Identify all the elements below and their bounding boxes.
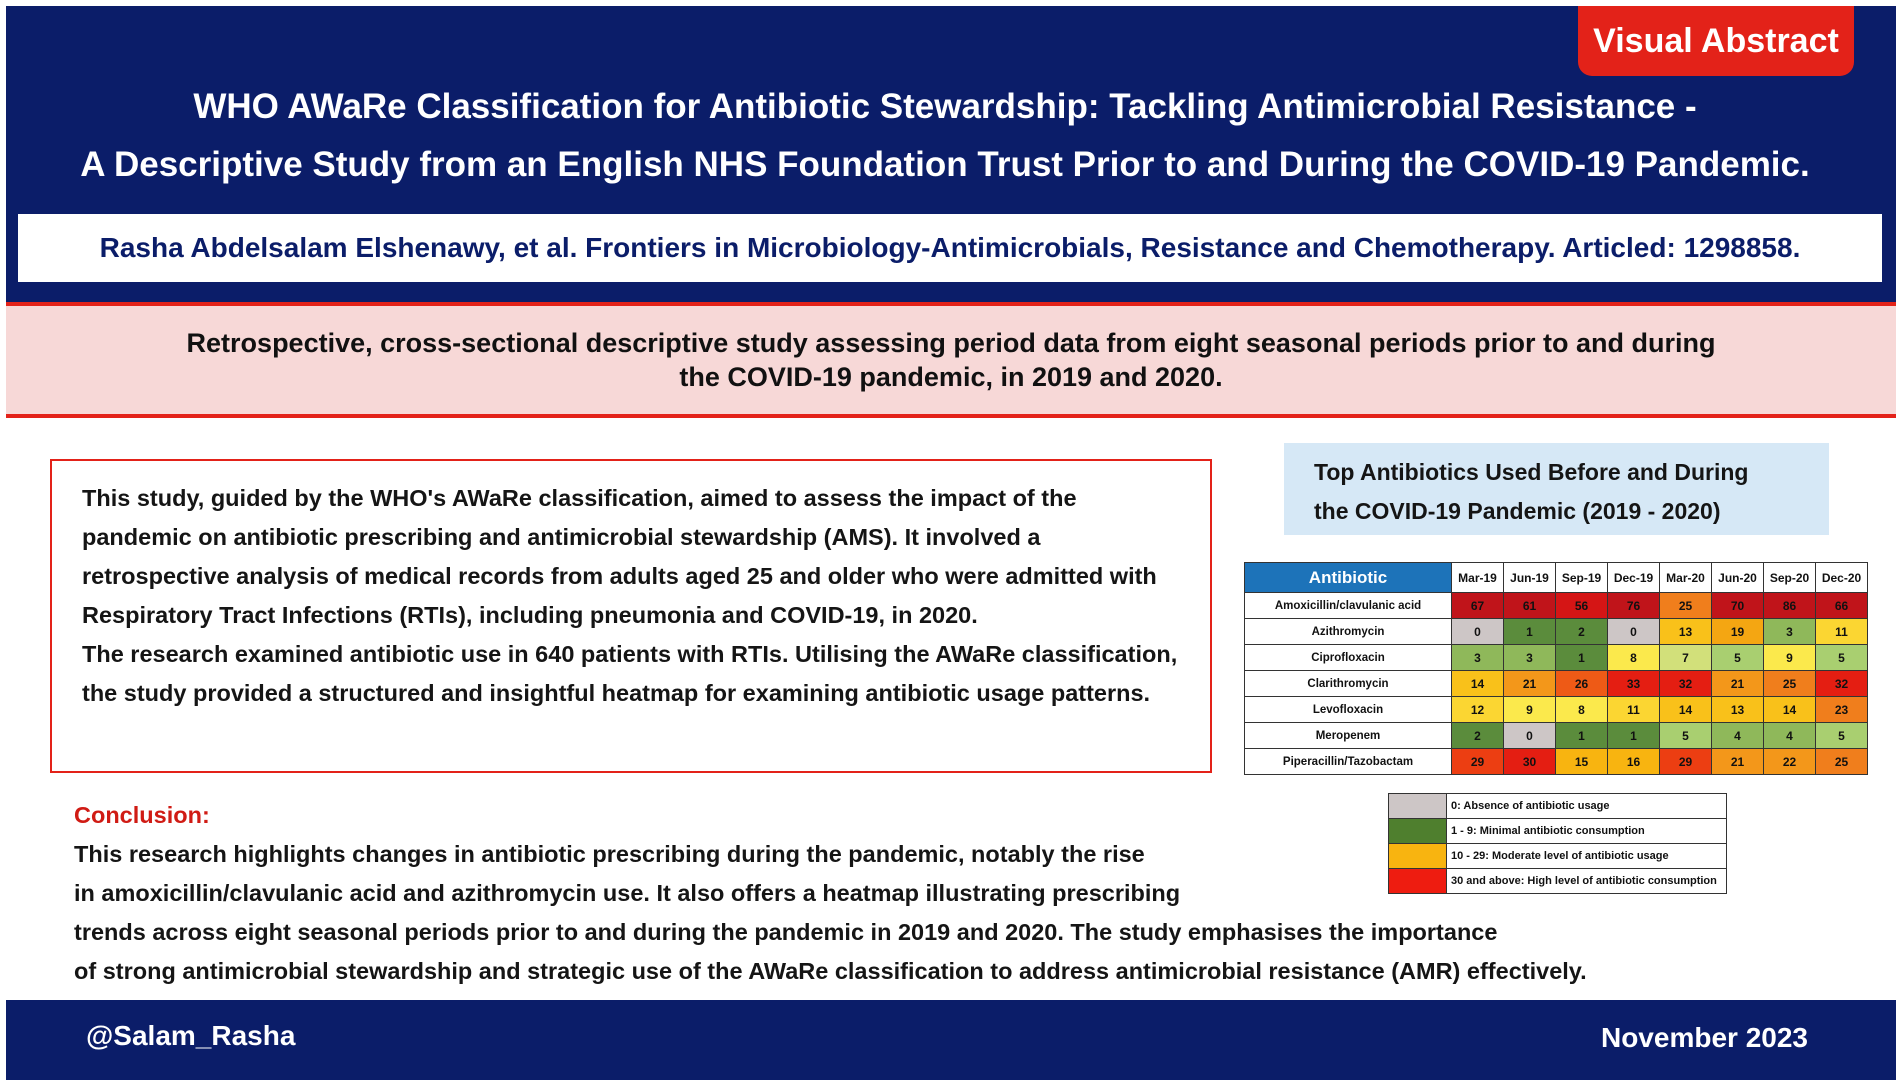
author-handle: @Salam_Rasha: [86, 1020, 296, 1051]
heatmap-cell: 25: [1764, 671, 1816, 697]
heatmap-cell: 23: [1816, 697, 1868, 723]
heatmap-cell: 32: [1816, 671, 1868, 697]
heatmap-cell: 11: [1608, 697, 1660, 723]
conclusion-line: of strong antimicrobial stewardship and strategic use of the AWaRe classification to address antimicrobial resistance (AMR) effectively.: [74, 958, 1587, 984]
legend-swatch: [1389, 819, 1447, 844]
legend-swatch: [1389, 844, 1447, 869]
legend-item: [1389, 869, 1727, 894]
heatmap-cell: 66: [1816, 593, 1868, 619]
heatmap-row: [1245, 697, 1868, 723]
heatmap-row: [1245, 671, 1868, 697]
heatmap-cell: 1: [1504, 619, 1556, 645]
design-line-1: Retrospective, cross-sectional descriptive study assessing period data from eight seasonal periods prior to and during: [186, 328, 1716, 358]
heatmap-cell: 19: [1712, 619, 1764, 645]
design-line-2: the COVID-19 pandemic, in 2019 and 2020.: [679, 362, 1223, 392]
heatmap-cell: 9: [1504, 697, 1556, 723]
heatmap-antibiotic-name: Levofloxacin: [1245, 697, 1452, 723]
heatmap-title: [1284, 443, 1829, 535]
heatmap-cell: 9: [1764, 645, 1816, 671]
heatmap-cell: 67: [1452, 593, 1504, 619]
heatmap-title-line: the COVID-19 Pandemic (2019 - 2020): [1314, 498, 1721, 524]
heatmap-cell: 5: [1816, 645, 1868, 671]
page-title: [20, 78, 1870, 194]
heatmap-cell: 86: [1764, 593, 1816, 619]
heatmap-cell: 76: [1608, 593, 1660, 619]
legend-label: 1 - 9: Minimal antibiotic consumption: [1447, 819, 1727, 844]
heatmap-antibiotic-name: Clarithromycin: [1245, 671, 1452, 697]
title-line-2: A Descriptive Study from an English NHS Foundation Trust Prior to and During the COVID-19 Pandemic.: [80, 145, 1810, 184]
heatmap-cell: 8: [1608, 645, 1660, 671]
summary-paragraph: This study, guided by the WHO's AWaRe classification, aimed to assess the impact of the pandemic on antibiotic prescribing and antimicrobial stewardship (AMS). It involved a retrospective analysis of medical records from adults aged 25 and older who were admitted with Respiratory Tract Infections (RTIs), including pneumonia and COVID-19, in 2020.: [82, 485, 1157, 628]
conclusion-line: trends across eight seasonal periods prior to and during the pandemic in 2019 and 2020. The study emphasises the importance: [74, 919, 1498, 945]
visual-abstract-badge: Visual Abstract: [1578, 6, 1854, 76]
heatmap-cell: 29: [1452, 749, 1504, 775]
heatmap-cell: 0: [1504, 723, 1556, 749]
heatmap-cell: 56: [1556, 593, 1608, 619]
heatmap-period-header: Dec-19: [1608, 563, 1660, 593]
heatmap-cell: 70: [1712, 593, 1764, 619]
citation: Rasha Abdelsalam Elshenawy, et al. Frontiers in Microbiology-Antimicrobials, Resistance and Chemotherapy. Articled: 1298858.: [18, 214, 1882, 282]
heatmap-cell: 1: [1556, 645, 1608, 671]
heatmap-cell: 14: [1452, 671, 1504, 697]
legend-label: 30 and above: High level of antibiotic consumption: [1447, 869, 1727, 894]
heatmap-cell: 11: [1816, 619, 1868, 645]
heatmap-cell: 4: [1764, 723, 1816, 749]
heatmap-row: [1245, 619, 1868, 645]
heatmap-cell: 5: [1712, 645, 1764, 671]
study-summary: [50, 459, 1212, 773]
heatmap-cell: 22: [1764, 749, 1816, 775]
heatmap-period-header: Jun-20: [1712, 563, 1764, 593]
heatmap-cell: 32: [1660, 671, 1712, 697]
legend-swatch: [1389, 869, 1447, 894]
heatmap-cell: 61: [1504, 593, 1556, 619]
heatmap-period-header: Mar-20: [1660, 563, 1712, 593]
legend-item: [1389, 794, 1727, 819]
footer-bar: [6, 1000, 1896, 1080]
heatmap-cell: 3: [1504, 645, 1556, 671]
heatmap-cell: 0: [1452, 619, 1504, 645]
heatmap-row: [1245, 593, 1868, 619]
divider: [6, 414, 1896, 418]
summary-paragraph: The research examined antibiotic use in 640 patients with RTIs. Utilising the AWaRe classification, the study provided a structured and insightful heatmap for examining antibiotic usage patterns.: [82, 641, 1178, 706]
heatmap-cell: 7: [1660, 645, 1712, 671]
heatmap-cell: 14: [1764, 697, 1816, 723]
heatmap-title-line: Top Antibiotics Used Before and During: [1314, 459, 1749, 485]
legend-swatch: [1389, 794, 1447, 819]
heatmap-antibiotic-name: Meropenem: [1245, 723, 1452, 749]
heatmap-cell: 29: [1660, 749, 1712, 775]
heatmap-period-header: Mar-19: [1452, 563, 1504, 593]
heatmap-cell: 25: [1816, 749, 1868, 775]
legend-label: 0: Absence of antibiotic usage: [1447, 794, 1727, 819]
heatmap-cell: 25: [1660, 593, 1712, 619]
heatmap-cell: 14: [1660, 697, 1712, 723]
heatmap-cell: 21: [1504, 671, 1556, 697]
study-design-band: [6, 306, 1896, 414]
heatmap-cell: 21: [1712, 671, 1764, 697]
heatmap-period-header: Jun-19: [1504, 563, 1556, 593]
heatmap-cell: 3: [1452, 645, 1504, 671]
heatmap-row: [1245, 645, 1868, 671]
heatmap-cell: 1: [1608, 723, 1660, 749]
heatmap-antibiotic-name: Piperacillin/Tazobactam: [1245, 749, 1452, 775]
heatmap-cell: 13: [1712, 697, 1764, 723]
antibiotic-heatmap: [1244, 562, 1868, 775]
heatmap-row: [1245, 749, 1868, 775]
heatmap-cell: 5: [1816, 723, 1868, 749]
heatmap-cell: 5: [1660, 723, 1712, 749]
heatmap-cell: 33: [1608, 671, 1660, 697]
heatmap-antibiotic-name: Azithromycin: [1245, 619, 1452, 645]
heatmap-antibiotic-name: Amoxicillin/clavulanic acid: [1245, 593, 1452, 619]
heatmap-cell: 4: [1712, 723, 1764, 749]
heatmap-cell: 0: [1608, 619, 1660, 645]
heatmap-cell: 1: [1556, 723, 1608, 749]
title-line-1: WHO AWaRe Classification for Antibiotic Stewardship: Tackling Antimicrobial Resistance -: [193, 87, 1697, 126]
legend-item: [1389, 844, 1727, 869]
heatmap-legend: [1388, 793, 1727, 894]
legend-item: [1389, 819, 1727, 844]
heatmap-cell: 16: [1608, 749, 1660, 775]
heatmap-cell: 13: [1660, 619, 1712, 645]
conclusion-heading: Conclusion:: [74, 802, 210, 828]
heatmap-cell: 3: [1764, 619, 1816, 645]
heatmap-cell: 2: [1556, 619, 1608, 645]
conclusion-line: This research highlights changes in antibiotic prescribing during the pandemic, notably the rise: [74, 841, 1145, 867]
heatmap-cell: 12: [1452, 697, 1504, 723]
heatmap-period-header: Sep-20: [1764, 563, 1816, 593]
heatmap-cell: 2: [1452, 723, 1504, 749]
heatmap-antibiotic-name: Ciprofloxacin: [1245, 645, 1452, 671]
legend-label: 10 - 29: Moderate level of antibiotic usage: [1447, 844, 1727, 869]
heatmap-cell: 15: [1556, 749, 1608, 775]
heatmap-period-header: Dec-20: [1816, 563, 1868, 593]
heatmap-cell: 30: [1504, 749, 1556, 775]
conclusion-section: [74, 796, 1587, 991]
publication-date: November 2023: [1600, 1022, 1808, 1053]
heatmap-header-antibiotic: Antibiotic: [1245, 563, 1452, 593]
heatmap-cell: 26: [1556, 671, 1608, 697]
conclusion-line: in amoxicillin/clavulanic acid and azithromycin use. It also offers a heatmap illustrating prescribing: [74, 880, 1181, 906]
heatmap-cell: 21: [1712, 749, 1764, 775]
heatmap-period-header: Sep-19: [1556, 563, 1608, 593]
heatmap-cell: 8: [1556, 697, 1608, 723]
heatmap-row: [1245, 723, 1868, 749]
